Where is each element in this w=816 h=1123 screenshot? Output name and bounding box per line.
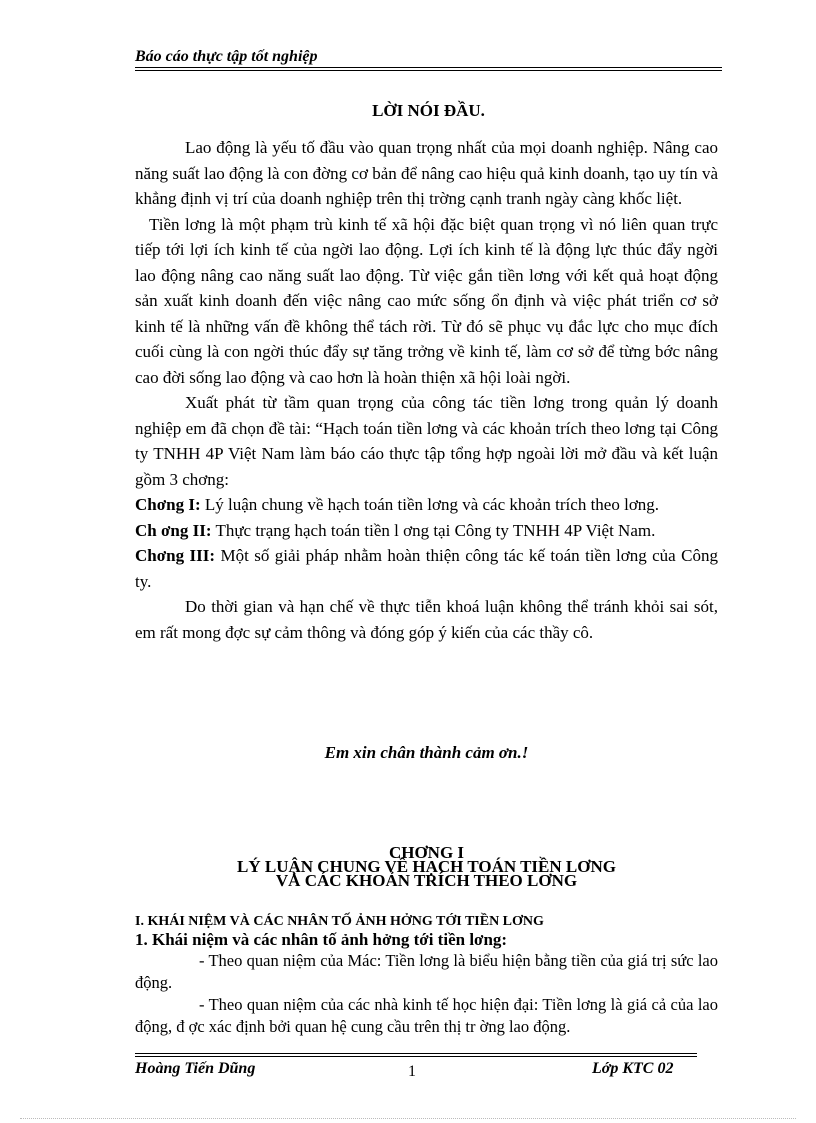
list-item: - Theo quan niệm của Mác: Tiền lơng là biểu hiện bằng tiền của giá trị sức lao động. [135, 951, 718, 992]
subsection-heading: 1. Khái niệm và các nhân tố ảnh hởng tới tiền lơng: [135, 930, 508, 949]
preface-paragraph-4: Do thời gian và hạn chế về thực tiễn khoá luận không thể tránh khỏi sai sót, em rất mong đợc sự cảm thông và đóng góp ý kiến của các thầy cô. [135, 597, 718, 642]
chapter-2-summary [135, 518, 718, 544]
preface-title: LỜI NÓI ĐẦU. [372, 101, 485, 120]
definition-list [135, 950, 718, 1038]
footer-class: Lớp KTC 02 [592, 1060, 674, 1077]
chapter-3-label: Chơng III: [135, 546, 216, 565]
chapter-2-text: Thực trạng hạch toán tiền l ơng tại Công ty TNHH 4P Việt Nam. [211, 520, 656, 540]
chapter-label: CHƠNG I [388, 843, 465, 862]
preface-paragraph-1: Lao động là yếu tố đầu vào quan trọng nhất của mọi doanh nghiệp. Nâng cao năng suất lao động là con đờng cơ bản để nâng cao hiệu quả kinh doanh, tạo uy tín và khẳng định vị trí của doanh nghiệp trên thị trờng cạnh tranh ngày càng khốc liệt. [135, 138, 718, 208]
header-rule [135, 67, 722, 68]
footer-rule [135, 1053, 697, 1054]
chapter-1-label: Chơng I: [135, 495, 201, 514]
chapter-heading [135, 843, 718, 890]
chapter-title-line-1: LÝ LUẬN CHUNG VỀ HẠCH TOÁN TIỀN LƠNG [237, 857, 616, 876]
preface-body [135, 135, 718, 645]
chapter-3-summary [135, 543, 718, 594]
list-item: - Theo quan niệm của các nhà kinh tế học hiện đại: Tiền lơng là giá cả của lao động, đ ợc xác định bởi quan hệ cung cầu trên thị tr ờng lao động. [135, 995, 718, 1036]
section-heading: I. KHÁI NIỆM VÀ CÁC NHÂN TỐ ẢNH HỞNG TỚI TIỀN LƠNG [135, 914, 544, 929]
preface-paragraph-2: Tiền lơng là một phạm trù kinh tế xã hội đặc biệt quan trọng vì nó liên quan trực tiếp tới lợi ích kinh tế của ngời lao động. Lợi ích kinh tế là động lực thúc đẩy ngời lao động nâng cao năng suất lao động. Từ việc gắn tiền lơng với kết quả hoạt động sản xuất kinh doanh đến việc nâng cao mức sống ổn định và việc phát triển cơ sở kinh tế là những vấn đề không thể tách rời. Từ đó sẽ phục vụ đắc lực cho mục đích cuối cùng là con ngời thúc đẩy sự tăng trởng về kinh tế, làm cơ sở để từng bớc nâng cao đời sống lao động và cao hơn là hoàn thiện xã hội loài ngời. [135, 214, 718, 387]
header-rule-double [135, 70, 722, 71]
chapter-1-text: Lý luận chung về hạch toán tiền lơng và các khoản trích theo lơng. [200, 495, 660, 514]
preface-paragraph-3: Xuất phát từ tầm quan trọng của công tác tiền lơng trong quản lý doanh nghiệp em đã chọn đề tài: “Hạch toán tiền lơng và các khoản trích theo lơng tại Công ty TNHH 4P Việt Nam làm báo cáo thực tập tổng hợp ngoài lời mở đầu và kết luận gồm 3 chơng: [135, 393, 718, 489]
running-header: Báo cáo thực tập tốt nghiệp [135, 48, 318, 65]
thanks-line: Em xin chân thành cảm ơn.! [324, 743, 529, 762]
footer-rule-double [135, 1056, 697, 1057]
page-boundary [20, 1118, 796, 1119]
chapter-2-label: Ch ơng II: [135, 520, 212, 540]
footer-author: Hoàng Tiến Dũng [135, 1060, 256, 1077]
page-number: 1 [408, 1063, 416, 1080]
chapter-1-summary [135, 492, 718, 518]
chapter-title-line-2: VÀ CÁC KHOẢN TRÍCH THEO LƠNG [275, 871, 578, 890]
chapter-3-text: Một số giải pháp nhằm hoàn thiện công tác kế toán tiền lơng của Công ty. [135, 546, 718, 591]
